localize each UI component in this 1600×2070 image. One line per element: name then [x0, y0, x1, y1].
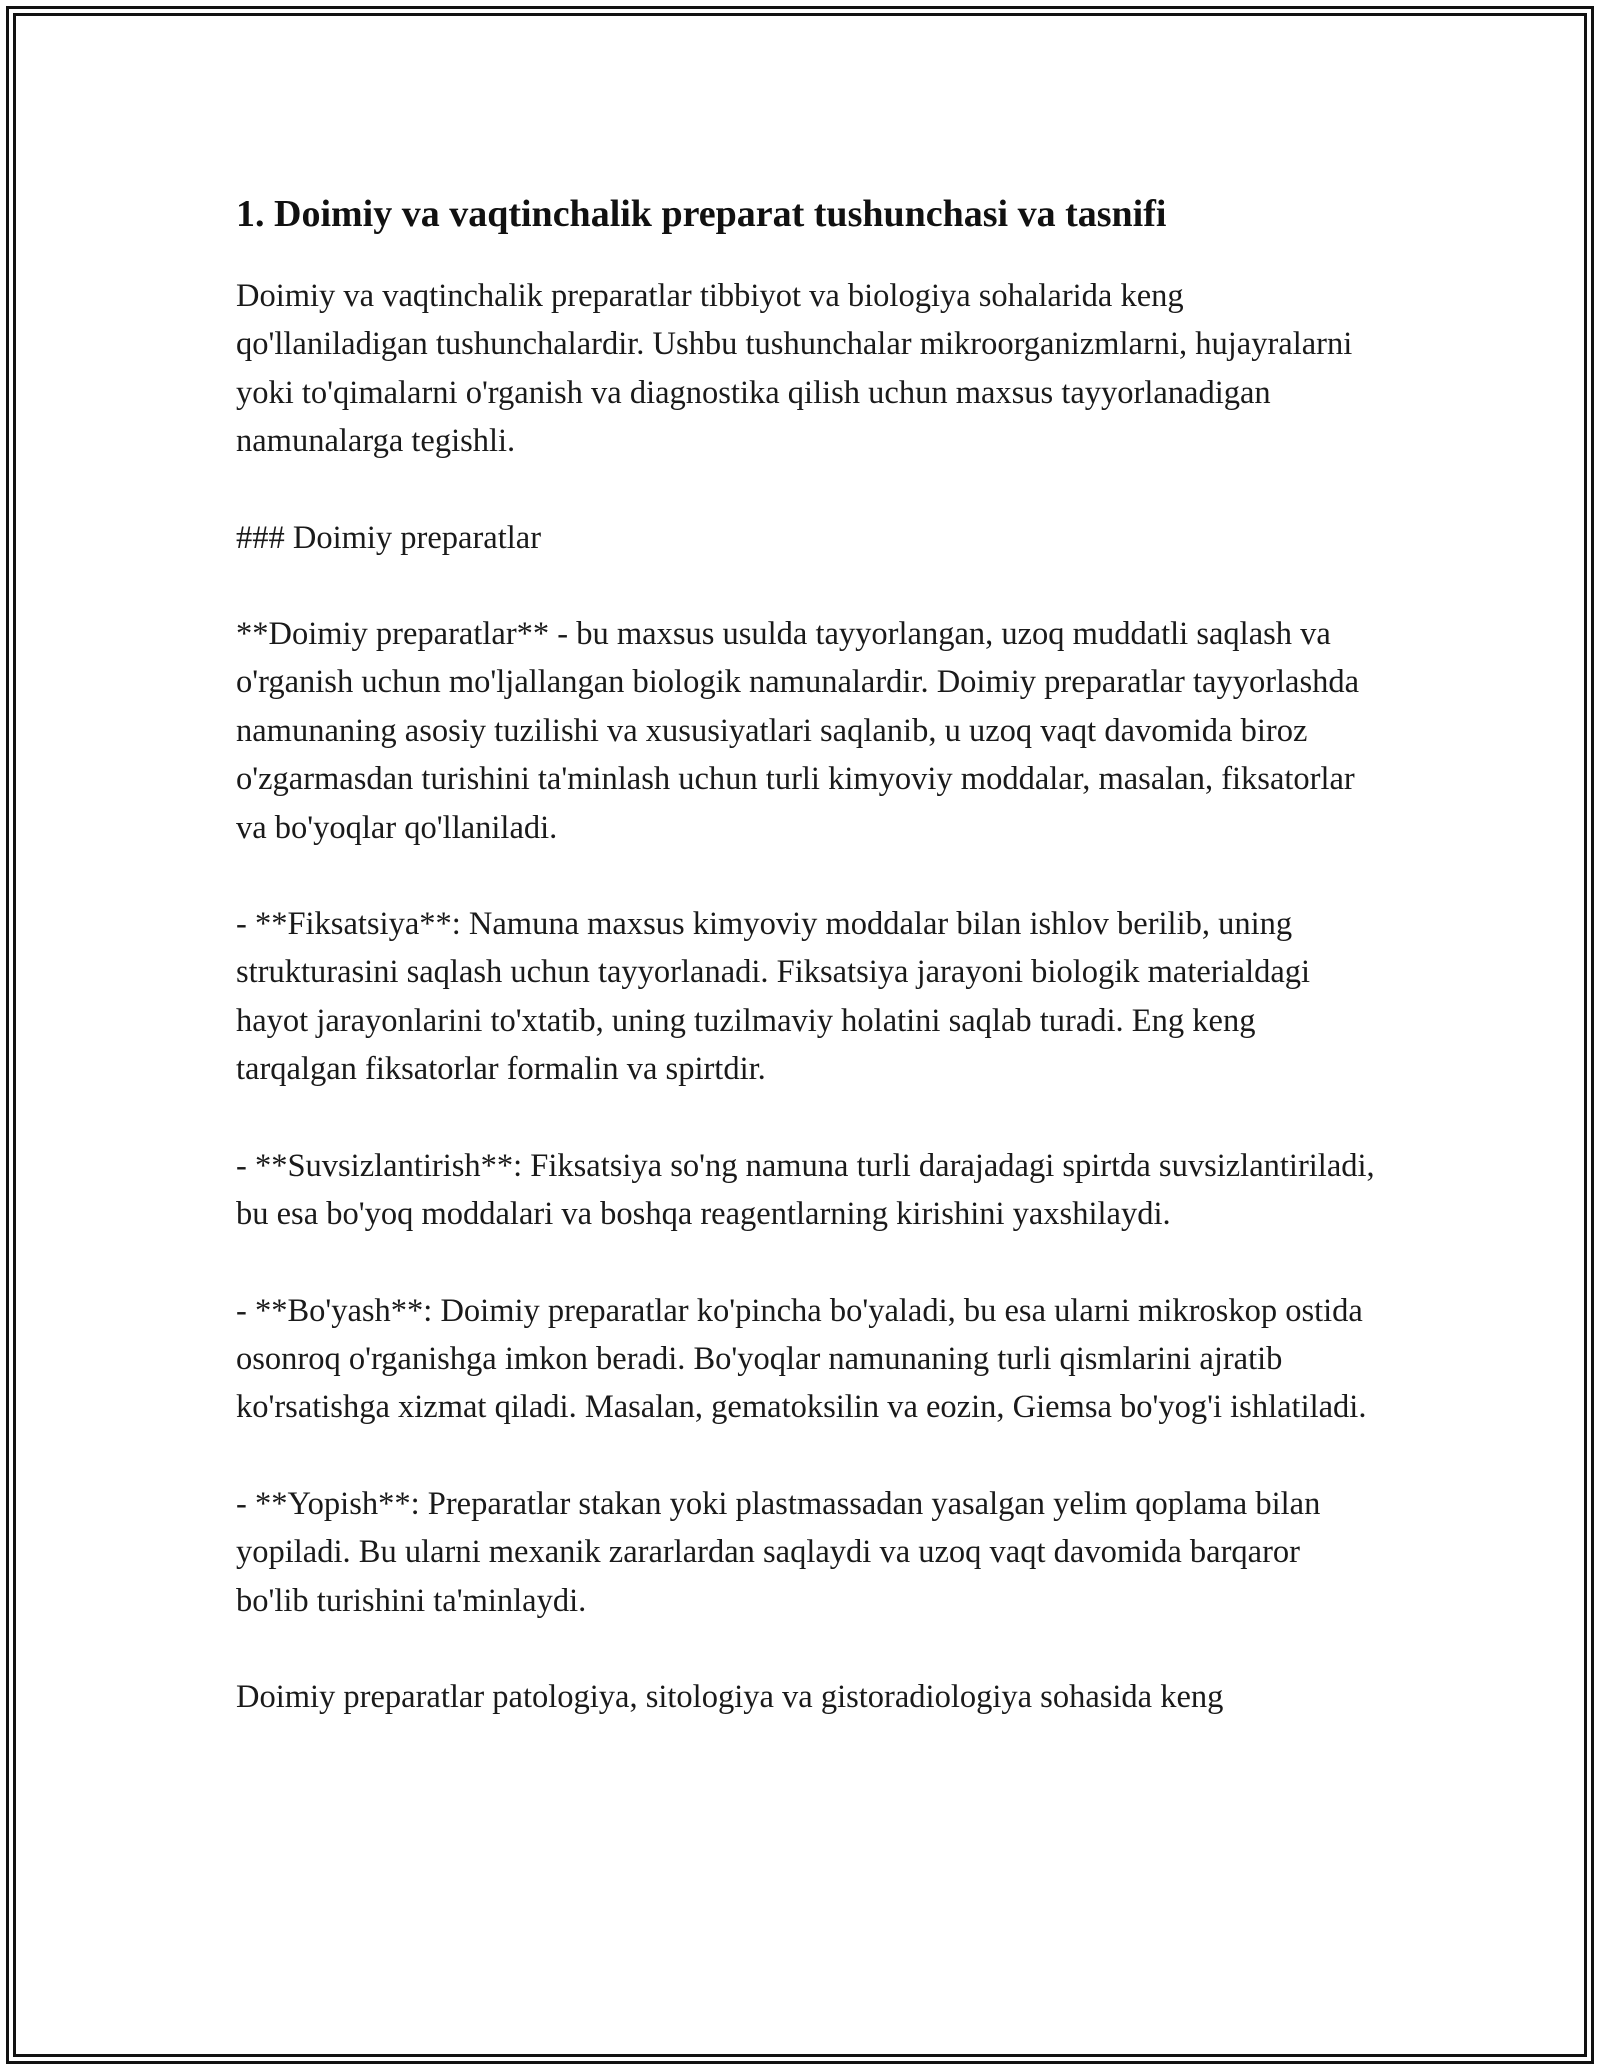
- section-title: 1. Doimiy va vaqtinchalik preparat tushunchasi va tasnifi: [236, 193, 1167, 235]
- document-body: [236, 186, 1376, 1769]
- paragraph-definition: **Doimiy preparatlar** - bu maxsus usulda tayyorlangan, uzoq muddatli saqlash va o'rganish uchun mo'ljallangan biologik namunalardir. Doimiy preparatlar tayyorlashda namunaning asosiy tuzilishi va xususiyatlari saqlanib, u uzoq vaqt davomida biroz o'zgarmasdan turishini ta'minlash uchun turli kimyoviy moddalar, masalan, fiksatorlar va bo'yoqlar qo'llaniladi.: [236, 616, 1360, 846]
- paragraph-intro: Doimiy va vaqtinchalik preparatlar tibbiyot va biologiya sohalarida keng qo'llaniladigan tushunchalardir. Ushbu tushunchalar mikroorganizmlarni, hujayralarni yoki to'qimalarni o'rganish va diagnostika qilish uchun maxsus tayyorlanadigan namunalarga tegishli.: [236, 278, 1353, 460]
- list-item-boyash: - **Bo'yash**: Doimiy preparatlar ko'pincha bo'yaladi, bu esa ularni mikroskop ostida osonroq o'rganishga imkon beradi. Bo'yoqlar namunaning turli qismlarini ajratib ko'rsatishga xizmat qiladi. Masalan, gematoksilin va eozin, Giemsa bo'yog'i ishlatiladi.: [236, 1292, 1367, 1426]
- list-item-yopish: - **Yopish**: Preparatlar stakan yoki plastmassadan yasalgan yelim qoplama bilan yopiladi. Bu ularni mexanik zararlardan saqlaydi va uzoq vaqt davomida barqaror bo'lib turishini ta'minlaydi.: [236, 1485, 1321, 1619]
- list-item-suvsizlantirish: - **Suvsizlantirish**: Fiksatsiya so'ng namuna turli darajadagi spirtda suvsizlantiriladi, bu esa bo'yoq moddalari va boshqa reagentlarning kirishini yaxshilaydi.: [236, 1147, 1375, 1233]
- list-item-fiksatsiya: - **Fiksatsiya**: Namuna maxsus kimyoviy moddalar bilan ishlov berilib, uning strukturasini saqlash uchun tayyorlanadi. Fiksatsiya jarayoni biologik materialdagi hayot jarayonlarini to'xtatib, uning tuzilmaviy holatini saqlab turadi. Eng keng tarqalgan fiksatorlar formalin va spirtdir.: [236, 906, 1311, 1088]
- paragraph-subheading: ### Doimiy preparatlar: [236, 519, 542, 556]
- paragraph-closing: Doimiy preparatlar patologiya, sitologiya va gistoradiologiya sohasida keng: [236, 1678, 1224, 1715]
